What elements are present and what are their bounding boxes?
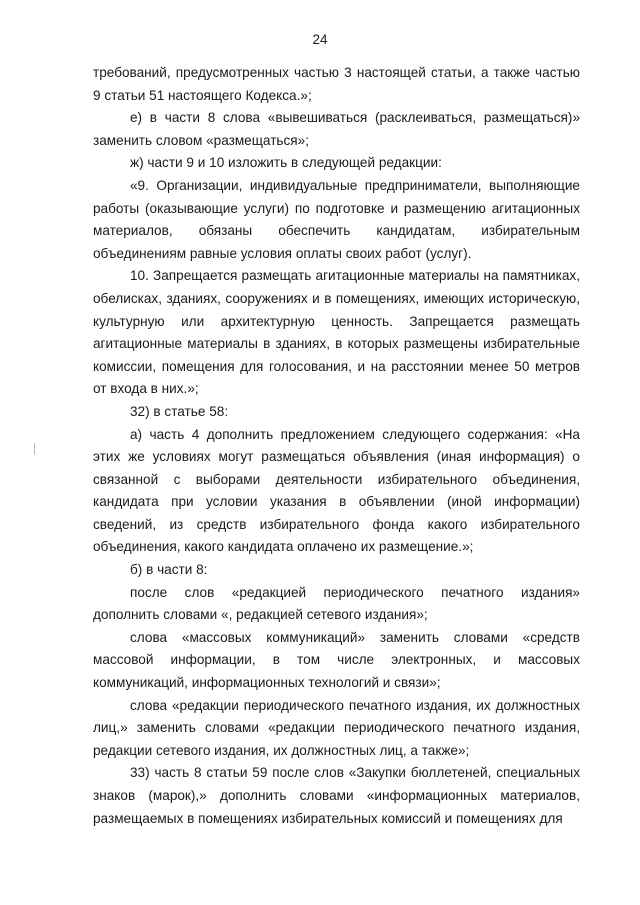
paragraph-item-zh: ж) части 9 и 10 изложить в следующей редакции: xyxy=(130,155,442,171)
paragraph-amendment-2: слова «массовых коммуникаций» заменить словами «средств массовой информации, в том числе электронных, и массовых коммуникаций, информационных технологий и связи»; xyxy=(93,629,580,691)
paragraph-item-32: 32) в статье 58: xyxy=(130,403,229,419)
paragraph-item-e: е) в части 8 слова «вывешиваться (расклеиваться, размещаться)» заменить словом «размещаться»; xyxy=(93,110,580,148)
paragraph-continuation: требований, предусмотренных частью 3 настоящей статьи, а также частью 9 статьи 51 настоящего Кодекса.»; xyxy=(93,65,580,103)
paragraph-item-a: а) часть 4 дополнить предложением следующего содержания: «На этих же условиях могут размещаться объявления (иная информация) о связанной с выборами деятельности избирательного объединения, кандидата при условии указания в объявлении (иной информации) сведений, из средств избирательного фонда какого избирательного объединения, какого кандидата оплачено их размещение.»; xyxy=(93,426,580,555)
paragraph-part-9: «9. Организации, индивидуальные предприниматели, выполняющие работы (оказывающие услуги) по подготовке и размещению агитационных материалов, обязаны обеспечить кандидатам, избирательным объединениям равные условия оплаты своих работ (услуг). xyxy=(93,177,580,261)
page-number: 24 xyxy=(312,32,328,47)
paragraph-amendment-1: после слов «редакцией периодического печатного издания» дополнить словами «, редакцией сетевого издания»; xyxy=(93,584,580,623)
paragraph-amendment-3: слова «редакции периодического печатного издания, их должностных лиц,» заменить словами «редакции периодического печатного издания, редакции сетевого издания, их должностных лиц, а также»; xyxy=(93,697,580,758)
margin-mark xyxy=(34,443,35,455)
document-body xyxy=(93,62,580,830)
paragraph-part-10: 10. Запрещается размещать агитационные материалы на памятниках, обелисках, зданиях, сооружениях и в помещениях, имеющих историческую, культурную или архитектурную ценность. Запрещается размещать агитационные материалы в зданиях, в которых размещены избирательные комиссии, помещения для голосования, и на расстоянии менее 50 метров от входа в них.»; xyxy=(93,268,580,397)
paragraph-item-33: 33) часть 8 статьи 59 после слов «Закупки бюллетеней, специальных знаков (марок),» дополнить словами «информационных материалов, размещаемых в помещениях избирательных комиссий и помещениях для xyxy=(93,765,580,826)
paragraph-item-b: б) в части 8: xyxy=(130,562,208,578)
